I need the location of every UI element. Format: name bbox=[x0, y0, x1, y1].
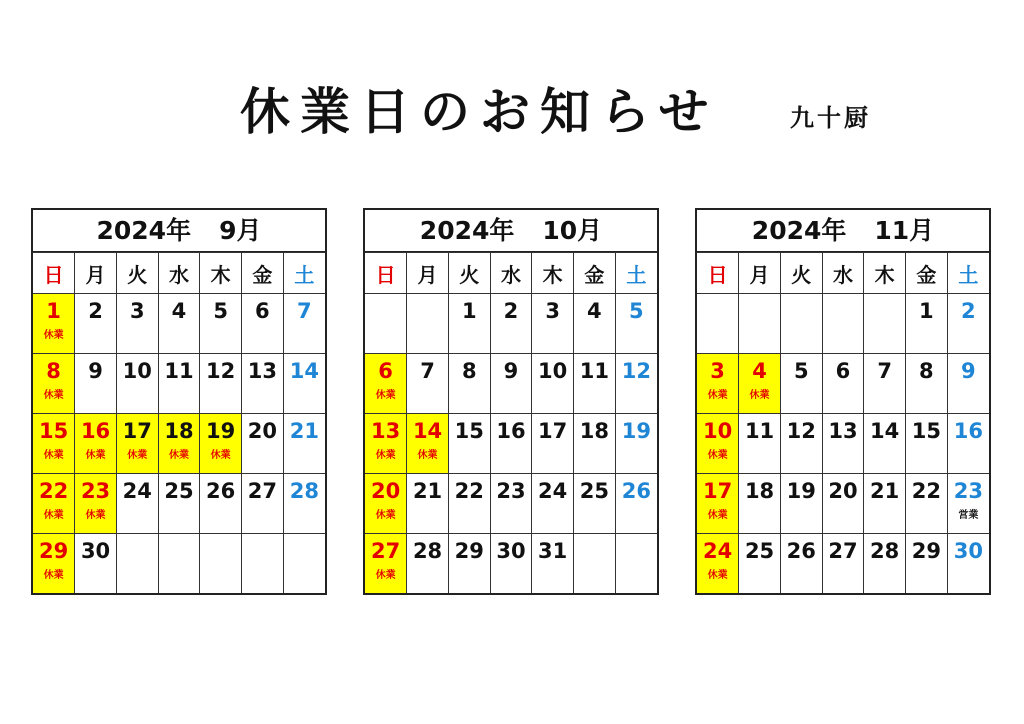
day-cell bbox=[532, 294, 574, 354]
week-row bbox=[33, 534, 325, 594]
day-number: 23 bbox=[953, 479, 983, 503]
day-cell bbox=[365, 474, 407, 534]
closed-day-label: 休業 bbox=[85, 450, 106, 461]
day-number: 30 bbox=[953, 539, 983, 563]
day-number: 8 bbox=[919, 359, 934, 383]
day-number: 25 bbox=[744, 539, 775, 563]
day-number: 23 bbox=[80, 479, 111, 503]
day-number: 11 bbox=[579, 359, 609, 383]
calendar-month: 11月 bbox=[874, 216, 935, 245]
day-number: 17 bbox=[122, 419, 152, 443]
weekday-header: 金 bbox=[242, 253, 284, 294]
week-row bbox=[365, 414, 657, 474]
day-cell bbox=[33, 414, 75, 474]
day-cell bbox=[615, 294, 657, 354]
empty-day-cell bbox=[780, 294, 822, 354]
day-cell bbox=[574, 474, 616, 534]
day-cell bbox=[490, 474, 532, 534]
day-cell bbox=[33, 534, 75, 594]
week-row bbox=[33, 354, 325, 414]
day-cell bbox=[448, 294, 490, 354]
day-number: 29 bbox=[38, 539, 69, 563]
weekday-header: 木 bbox=[864, 253, 906, 294]
day-number: 4 bbox=[752, 359, 767, 383]
weekday-header: 日 bbox=[697, 253, 739, 294]
week-row bbox=[33, 414, 325, 474]
day-number: 13 bbox=[828, 419, 858, 443]
day-number: 20 bbox=[828, 479, 858, 503]
day-number: 10 bbox=[702, 419, 733, 443]
calendar-year: 2024年 bbox=[419, 216, 515, 245]
week-row bbox=[697, 354, 989, 414]
day-cell bbox=[780, 474, 822, 534]
day-cell bbox=[864, 534, 906, 594]
day-cell bbox=[158, 294, 200, 354]
empty-day-cell bbox=[739, 294, 781, 354]
day-cell bbox=[947, 414, 989, 474]
day-number: 25 bbox=[579, 479, 609, 503]
shop-name: 九十厨 bbox=[790, 103, 871, 132]
empty-day-cell bbox=[697, 294, 739, 354]
day-cell bbox=[490, 294, 532, 354]
day-cell bbox=[739, 354, 781, 414]
day-cell bbox=[116, 414, 158, 474]
closed-day-label: 休業 bbox=[127, 450, 148, 461]
day-cell bbox=[574, 294, 616, 354]
day-cell bbox=[158, 474, 200, 534]
day-number: 28 bbox=[412, 539, 443, 563]
calendar-year: 2024年 bbox=[751, 216, 847, 245]
weekday-header: 金 bbox=[574, 253, 616, 294]
closed-day-label: 休業 bbox=[707, 390, 728, 401]
day-number: 28 bbox=[289, 479, 319, 503]
month-calendar bbox=[363, 208, 659, 595]
day-number: 26 bbox=[621, 479, 651, 503]
day-cell bbox=[407, 534, 449, 594]
weekday-header: 火 bbox=[116, 253, 158, 294]
day-number: 6 bbox=[835, 359, 851, 383]
day-number: 26 bbox=[206, 479, 236, 503]
day-number: 12 bbox=[206, 359, 236, 383]
day-cell bbox=[822, 474, 864, 534]
weekday-header: 土 bbox=[615, 253, 657, 294]
page-title: 休業日のお知らせ bbox=[240, 82, 719, 141]
calendar-month: 9月 bbox=[219, 216, 262, 245]
day-cell bbox=[75, 474, 117, 534]
day-cell bbox=[739, 474, 781, 534]
day-number: 3 bbox=[129, 299, 145, 323]
day-cell bbox=[158, 414, 200, 474]
closed-day-label: 休業 bbox=[43, 450, 64, 461]
day-number: 26 bbox=[786, 539, 816, 563]
day-number: 9 bbox=[88, 359, 103, 383]
day-number: 9 bbox=[503, 359, 519, 383]
day-cell bbox=[448, 354, 490, 414]
day-number: 21 bbox=[412, 479, 443, 503]
day-number: 18 bbox=[579, 419, 609, 443]
day-number: 22 bbox=[38, 479, 69, 503]
day-cell bbox=[906, 294, 948, 354]
day-number: 2 bbox=[961, 299, 976, 323]
week-row bbox=[365, 294, 657, 354]
day-cell bbox=[448, 474, 490, 534]
weekday-header: 月 bbox=[75, 253, 117, 294]
day-number: 24 bbox=[702, 539, 733, 563]
closed-day-label: 休業 bbox=[707, 510, 728, 521]
day-cell bbox=[697, 474, 739, 534]
day-number: 17 bbox=[702, 479, 733, 503]
empty-day-cell bbox=[158, 534, 200, 594]
day-cell bbox=[283, 294, 325, 354]
day-cell bbox=[116, 354, 158, 414]
day-number: 12 bbox=[621, 359, 651, 383]
day-number: 3 bbox=[710, 359, 725, 383]
empty-day-cell bbox=[574, 534, 616, 594]
day-cell bbox=[365, 534, 407, 594]
day-number: 30 bbox=[80, 539, 111, 563]
calendar-title bbox=[697, 210, 989, 252]
week-row bbox=[697, 294, 989, 354]
day-number: 19 bbox=[786, 479, 816, 503]
day-number: 11 bbox=[744, 419, 775, 443]
weekday-header: 月 bbox=[407, 253, 449, 294]
day-cell bbox=[574, 414, 616, 474]
weekday-header: 木 bbox=[532, 253, 574, 294]
day-cell bbox=[242, 354, 284, 414]
day-number: 16 bbox=[496, 419, 526, 443]
day-number: 4 bbox=[171, 299, 187, 323]
day-number: 2 bbox=[503, 299, 519, 323]
closed-day-label: 休業 bbox=[43, 510, 64, 521]
weekday-header: 水 bbox=[158, 253, 200, 294]
day-cell bbox=[158, 354, 200, 414]
day-number: 8 bbox=[46, 359, 61, 383]
day-cell bbox=[200, 354, 242, 414]
day-number: 31 bbox=[538, 539, 568, 563]
closed-day-label: 休業 bbox=[375, 510, 396, 521]
empty-day-cell bbox=[116, 534, 158, 594]
empty-day-cell bbox=[365, 294, 407, 354]
day-number: 5 bbox=[793, 359, 809, 383]
closed-day-label: 休業 bbox=[43, 330, 64, 341]
day-number: 15 bbox=[454, 419, 484, 443]
day-number: 1 bbox=[461, 299, 477, 323]
closed-day-label: 休業 bbox=[749, 390, 770, 401]
empty-day-cell bbox=[200, 534, 242, 594]
weekday-header-row bbox=[365, 253, 657, 294]
day-number: 14 bbox=[289, 359, 319, 383]
day-cell bbox=[780, 354, 822, 414]
day-number: 30 bbox=[496, 539, 526, 563]
day-number: 27 bbox=[370, 539, 401, 563]
day-cell bbox=[615, 414, 657, 474]
day-number: 21 bbox=[289, 419, 319, 443]
day-number: 22 bbox=[911, 479, 941, 503]
empty-day-cell bbox=[242, 534, 284, 594]
week-row bbox=[33, 294, 325, 354]
day-number: 17 bbox=[538, 419, 568, 443]
calendar-title bbox=[33, 210, 325, 252]
day-number: 27 bbox=[828, 539, 858, 563]
empty-day-cell bbox=[615, 534, 657, 594]
weekday-header: 木 bbox=[200, 253, 242, 294]
month-calendar bbox=[31, 208, 327, 595]
weekday-header-row bbox=[697, 253, 989, 294]
day-number: 24 bbox=[538, 479, 568, 503]
closed-day-label: 休業 bbox=[43, 570, 64, 581]
day-cell bbox=[283, 354, 325, 414]
day-number: 13 bbox=[247, 359, 277, 383]
day-cell bbox=[780, 414, 822, 474]
open-day-label: 営業 bbox=[958, 510, 979, 521]
weekday-header: 火 bbox=[780, 253, 822, 294]
day-cell bbox=[532, 354, 574, 414]
closed-day-label: 休業 bbox=[375, 570, 396, 581]
week-row bbox=[365, 534, 657, 594]
day-number: 13 bbox=[370, 419, 401, 443]
day-cell bbox=[448, 534, 490, 594]
day-cell bbox=[490, 414, 532, 474]
day-cell bbox=[75, 534, 117, 594]
day-number: 29 bbox=[911, 539, 941, 563]
empty-day-cell bbox=[864, 294, 906, 354]
empty-day-cell bbox=[822, 294, 864, 354]
day-number: 4 bbox=[587, 299, 602, 323]
day-cell bbox=[822, 354, 864, 414]
day-number: 25 bbox=[164, 479, 194, 503]
day-cell bbox=[532, 534, 574, 594]
day-number: 15 bbox=[911, 419, 941, 443]
day-cell bbox=[697, 354, 739, 414]
calendar-month: 10月 bbox=[542, 216, 603, 245]
weekday-header-row bbox=[33, 253, 325, 294]
day-cell bbox=[947, 354, 989, 414]
day-number: 18 bbox=[164, 419, 194, 443]
day-cell bbox=[407, 474, 449, 534]
day-cell bbox=[283, 474, 325, 534]
day-number: 7 bbox=[420, 359, 435, 383]
day-number: 10 bbox=[122, 359, 152, 383]
day-cell bbox=[490, 354, 532, 414]
day-cell bbox=[200, 294, 242, 354]
day-cell bbox=[33, 474, 75, 534]
day-cell bbox=[116, 294, 158, 354]
day-number: 16 bbox=[80, 419, 111, 443]
calendar-grid bbox=[697, 252, 989, 593]
day-cell bbox=[283, 414, 325, 474]
day-cell bbox=[697, 414, 739, 474]
weekday-header: 水 bbox=[822, 253, 864, 294]
day-cell bbox=[490, 534, 532, 594]
day-cell bbox=[615, 354, 657, 414]
day-number: 15 bbox=[38, 419, 69, 443]
day-number: 28 bbox=[870, 539, 900, 563]
day-cell bbox=[75, 414, 117, 474]
day-number: 6 bbox=[255, 299, 270, 323]
day-cell bbox=[532, 474, 574, 534]
day-cell bbox=[242, 294, 284, 354]
day-number: 9 bbox=[961, 359, 976, 383]
month-calendar bbox=[695, 208, 991, 595]
day-cell bbox=[739, 414, 781, 474]
day-cell bbox=[906, 534, 948, 594]
day-cell bbox=[822, 414, 864, 474]
day-number: 11 bbox=[164, 359, 194, 383]
weekday-header: 月 bbox=[739, 253, 781, 294]
day-cell bbox=[33, 294, 75, 354]
day-number: 1 bbox=[46, 299, 61, 323]
closed-day-label: 休業 bbox=[168, 450, 189, 461]
day-number: 5 bbox=[213, 299, 228, 323]
weekday-header: 土 bbox=[283, 253, 325, 294]
day-cell bbox=[615, 474, 657, 534]
day-cell bbox=[407, 414, 449, 474]
day-number: 10 bbox=[538, 359, 568, 383]
closed-day-label: 休業 bbox=[210, 450, 231, 461]
day-number: 29 bbox=[454, 539, 484, 563]
closed-day-label: 休業 bbox=[707, 450, 728, 461]
calendar-grid bbox=[365, 252, 657, 593]
day-cell bbox=[864, 414, 906, 474]
day-cell bbox=[864, 474, 906, 534]
calendar-title bbox=[365, 210, 657, 252]
day-cell bbox=[75, 294, 117, 354]
day-cell bbox=[947, 534, 989, 594]
day-cell bbox=[906, 474, 948, 534]
day-number: 2 bbox=[88, 299, 103, 323]
day-cell bbox=[780, 534, 822, 594]
day-number: 21 bbox=[870, 479, 900, 503]
closed-day-label: 休業 bbox=[85, 510, 106, 521]
day-cell bbox=[116, 474, 158, 534]
day-cell bbox=[365, 354, 407, 414]
weekday-header: 火 bbox=[448, 253, 490, 294]
day-number: 7 bbox=[877, 359, 892, 383]
calendar-year: 2024年 bbox=[96, 216, 192, 245]
week-row bbox=[365, 354, 657, 414]
empty-day-cell bbox=[283, 534, 325, 594]
day-number: 14 bbox=[870, 419, 900, 443]
weekday-header: 金 bbox=[906, 253, 948, 294]
day-number: 16 bbox=[953, 419, 983, 443]
day-number: 24 bbox=[122, 479, 152, 503]
week-row bbox=[697, 534, 989, 594]
day-number: 19 bbox=[621, 419, 651, 443]
weekday-header: 日 bbox=[33, 253, 75, 294]
closed-day-label: 休業 bbox=[375, 390, 396, 401]
day-number: 18 bbox=[744, 479, 775, 503]
day-number: 23 bbox=[496, 479, 526, 503]
day-cell bbox=[947, 474, 989, 534]
week-row bbox=[365, 474, 657, 534]
day-number: 20 bbox=[247, 419, 277, 443]
week-row bbox=[697, 414, 989, 474]
day-number: 1 bbox=[919, 299, 934, 323]
closed-day-label: 休業 bbox=[417, 450, 438, 461]
day-cell bbox=[200, 414, 242, 474]
empty-day-cell bbox=[407, 294, 449, 354]
closed-day-label: 休業 bbox=[707, 570, 728, 581]
day-cell bbox=[532, 414, 574, 474]
day-number: 7 bbox=[297, 299, 312, 323]
day-cell bbox=[906, 354, 948, 414]
week-row bbox=[33, 474, 325, 534]
day-cell bbox=[448, 414, 490, 474]
day-number: 8 bbox=[461, 359, 477, 383]
day-cell bbox=[864, 354, 906, 414]
week-row bbox=[697, 474, 989, 534]
closed-day-label: 休業 bbox=[375, 450, 396, 461]
day-number: 27 bbox=[247, 479, 277, 503]
day-cell bbox=[407, 354, 449, 414]
day-number: 6 bbox=[378, 359, 393, 383]
day-number: 5 bbox=[629, 299, 644, 323]
day-cell bbox=[906, 414, 948, 474]
day-cell bbox=[822, 534, 864, 594]
calendar-grid bbox=[33, 252, 325, 593]
day-cell bbox=[947, 294, 989, 354]
day-cell bbox=[242, 474, 284, 534]
day-number: 22 bbox=[454, 479, 484, 503]
day-number: 14 bbox=[412, 419, 443, 443]
weekday-header: 水 bbox=[490, 253, 532, 294]
weekday-header: 日 bbox=[365, 253, 407, 294]
day-cell bbox=[574, 354, 616, 414]
day-number: 19 bbox=[206, 419, 236, 443]
day-cell bbox=[200, 474, 242, 534]
day-cell bbox=[242, 414, 284, 474]
day-cell bbox=[75, 354, 117, 414]
day-number: 12 bbox=[786, 419, 816, 443]
closed-day-label: 休業 bbox=[43, 390, 64, 401]
day-cell bbox=[365, 414, 407, 474]
day-cell bbox=[697, 534, 739, 594]
day-number: 3 bbox=[545, 299, 560, 323]
day-cell bbox=[33, 354, 75, 414]
day-cell bbox=[739, 534, 781, 594]
day-number: 20 bbox=[370, 479, 401, 503]
weekday-header: 土 bbox=[947, 253, 989, 294]
